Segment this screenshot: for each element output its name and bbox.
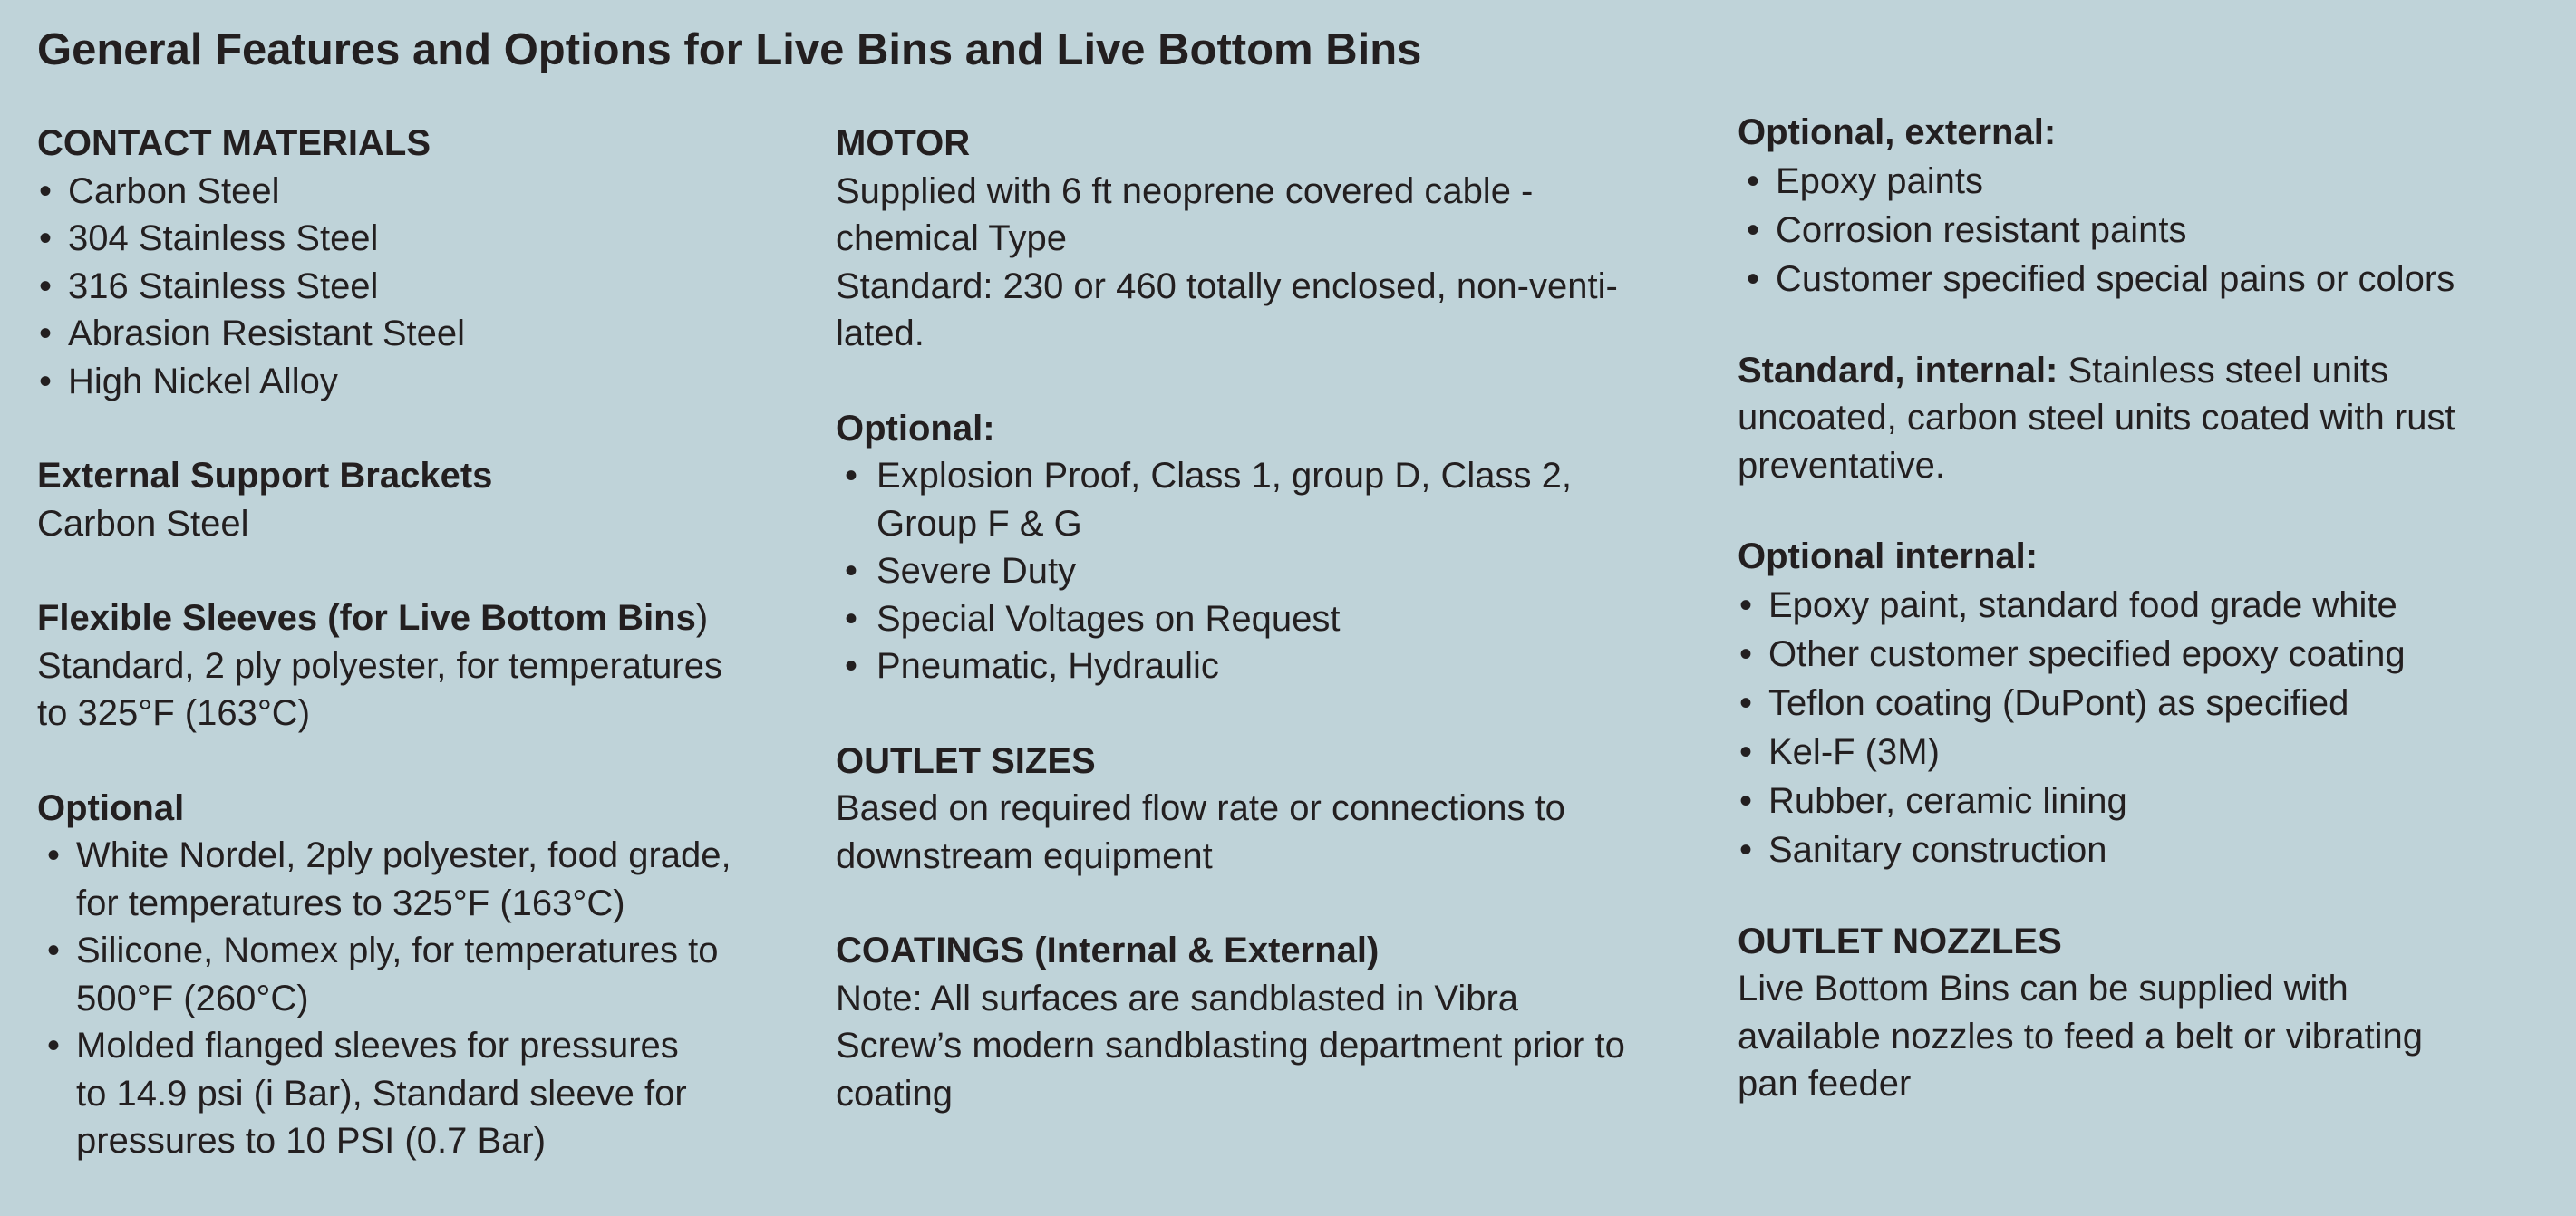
contact-materials-heading: CONTACT MATERIALS <box>37 123 431 163</box>
standard-internal-section <box>1738 347 2553 490</box>
flexible-sleeves-text: Standard, 2 ply polyester, for temperatures to 325°F (163°C) <box>37 645 722 733</box>
bullet-icon: • <box>1747 209 1760 250</box>
motor-text: Supplied with 6 ft neoprene covered cable - chemical Type Standard: 230 or 460 totally enclosed, non-venti- lated. <box>836 170 1618 353</box>
flexible-sleeves-heading-tail: ) <box>695 598 709 638</box>
support-brackets-heading: External Support Brackets <box>37 456 493 496</box>
bullet-icon: • <box>1739 780 1753 821</box>
motor-optional-heading: Optional: <box>836 408 995 449</box>
list-item: • Epoxy paints <box>1738 157 2553 206</box>
support-brackets-text: Carbon Steel <box>37 503 249 544</box>
bullet-icon: • <box>39 314 53 353</box>
outlet-sizes-text: Based on required flow rate or connections to downstream equipment <box>836 788 1565 876</box>
list-item: • Molded flanged sleeves for pressures to 14.9 psi (i Bar), Standard sleeve for pressures to 10 PSI (0.7 Bar) <box>37 1022 808 1165</box>
list-item: • Kel-F (3M) <box>1738 728 2553 777</box>
list-item: • Severe Duty <box>836 547 1706 595</box>
list-item: • 304 Stainless Steel <box>37 215 808 263</box>
bullet-icon: • <box>1739 682 1753 723</box>
list-item: • High Nickel Alloy <box>37 358 808 406</box>
flexible-sleeves-section <box>37 594 808 738</box>
optional-internal-list <box>1738 581 2553 874</box>
coatings-section <box>836 927 1706 1117</box>
flexible-sleeves-heading: Flexible Sleeves (for Live Bottom Bins <box>37 598 696 638</box>
optional-internal-section <box>1738 533 2553 874</box>
bullet-icon: • <box>845 598 858 639</box>
bullet-icon: • <box>39 361 53 401</box>
bullet-icon: • <box>845 646 858 686</box>
bullet-icon: • <box>1739 731 1753 772</box>
bullet-icon: • <box>47 835 61 875</box>
sleeves-optional-heading: Optional <box>37 787 185 828</box>
bullet-icon: • <box>845 551 858 591</box>
outlet-sizes-heading: OUTLET SIZES <box>836 740 1096 781</box>
bullet-icon: • <box>47 1026 61 1066</box>
list-item: • Rubber, ceramic lining <box>1738 777 2553 825</box>
optional-external-heading: Optional, external: <box>1738 112 2057 152</box>
contact-materials-list <box>37 168 808 406</box>
bullet-icon: • <box>47 931 61 970</box>
list-item: • Special Voltages on Request <box>836 595 1706 643</box>
list-item: • Silicone, Nomex ply, for temperatures to 500°F (260°C) <box>37 927 808 1022</box>
list-item: • Carbon Steel <box>37 168 808 216</box>
outlet-nozzles-text: Live Bottom Bins can be supplied with available nozzles to feed a belt or vibrating pan feeder <box>1738 969 2424 1104</box>
coatings-text: Note: All surfaces are sandblasted in Vibra Screw’s modern sandblasting department prior to coating <box>836 978 1625 1114</box>
flexible-sleeves-heading-line <box>37 594 808 642</box>
column-middle <box>836 120 1706 1164</box>
column-left <box>37 120 808 1212</box>
support-brackets-section <box>37 452 808 547</box>
outlet-nozzles-section <box>1738 918 2553 1108</box>
standard-internal-heading: Standard, internal: <box>1738 350 2058 391</box>
list-item: • Pneumatic, Hydraulic <box>836 642 1706 690</box>
outlet-nozzles-heading: OUTLET NOZZLES <box>1738 921 2062 961</box>
motor-section <box>836 120 1706 358</box>
list-item: • Other customer specified epoxy coating <box>1738 630 2553 679</box>
motor-optional-list <box>836 452 1706 690</box>
contact-materials-section <box>37 120 808 405</box>
list-item: • Explosion Proof, Class 1, group D, Class 2, Group F & G <box>836 452 1706 547</box>
standard-internal-text: Standard, internal: Stainless steel units uncoated, carbon steel units coated with rust preventative. <box>1738 350 2455 486</box>
bullet-icon: • <box>1739 829 1753 870</box>
optional-external-section <box>1738 109 2553 304</box>
list-item: • Customer specified special pains or colors <box>1738 255 2553 304</box>
list-item: • Corrosion resistant paints <box>1738 206 2553 255</box>
sleeves-optional-section <box>37 785 808 1165</box>
sleeves-optional-list <box>37 832 808 1165</box>
coatings-heading: COATINGS (Internal & External) <box>836 931 1380 970</box>
list-item: • White Nordel, 2ply polyester, food grade, for temperatures to 325°F (163°C) <box>37 832 808 927</box>
bullet-icon: • <box>39 218 53 258</box>
list-item: • Abrasion Resistant Steel <box>37 310 808 358</box>
motor-optional-section <box>836 405 1706 690</box>
bullet-icon: • <box>1747 160 1760 201</box>
bullet-icon: • <box>1747 258 1760 299</box>
bullet-icon: • <box>1739 633 1753 674</box>
optional-internal-heading: Optional internal: <box>1738 536 2039 576</box>
motor-heading: MOTOR <box>836 123 971 163</box>
outlet-sizes-section <box>836 738 1706 881</box>
list-item: • Sanitary construction <box>1738 825 2553 874</box>
list-item: • Epoxy paint, standard food grade white <box>1738 581 2553 630</box>
bullet-icon: • <box>845 456 858 496</box>
list-item: • Teflon coating (DuPont) as specified <box>1738 679 2553 728</box>
bullet-icon: • <box>39 265 53 306</box>
page-title: General Features and Options for Live Bins and Live Bottom Bins <box>37 25 1422 74</box>
bullet-icon: • <box>1739 584 1753 625</box>
bullet-icon: • <box>39 170 53 211</box>
optional-external-list <box>1738 157 2553 304</box>
list-item: • 316 Stainless Steel <box>37 263 808 311</box>
column-right <box>1738 109 2553 1152</box>
